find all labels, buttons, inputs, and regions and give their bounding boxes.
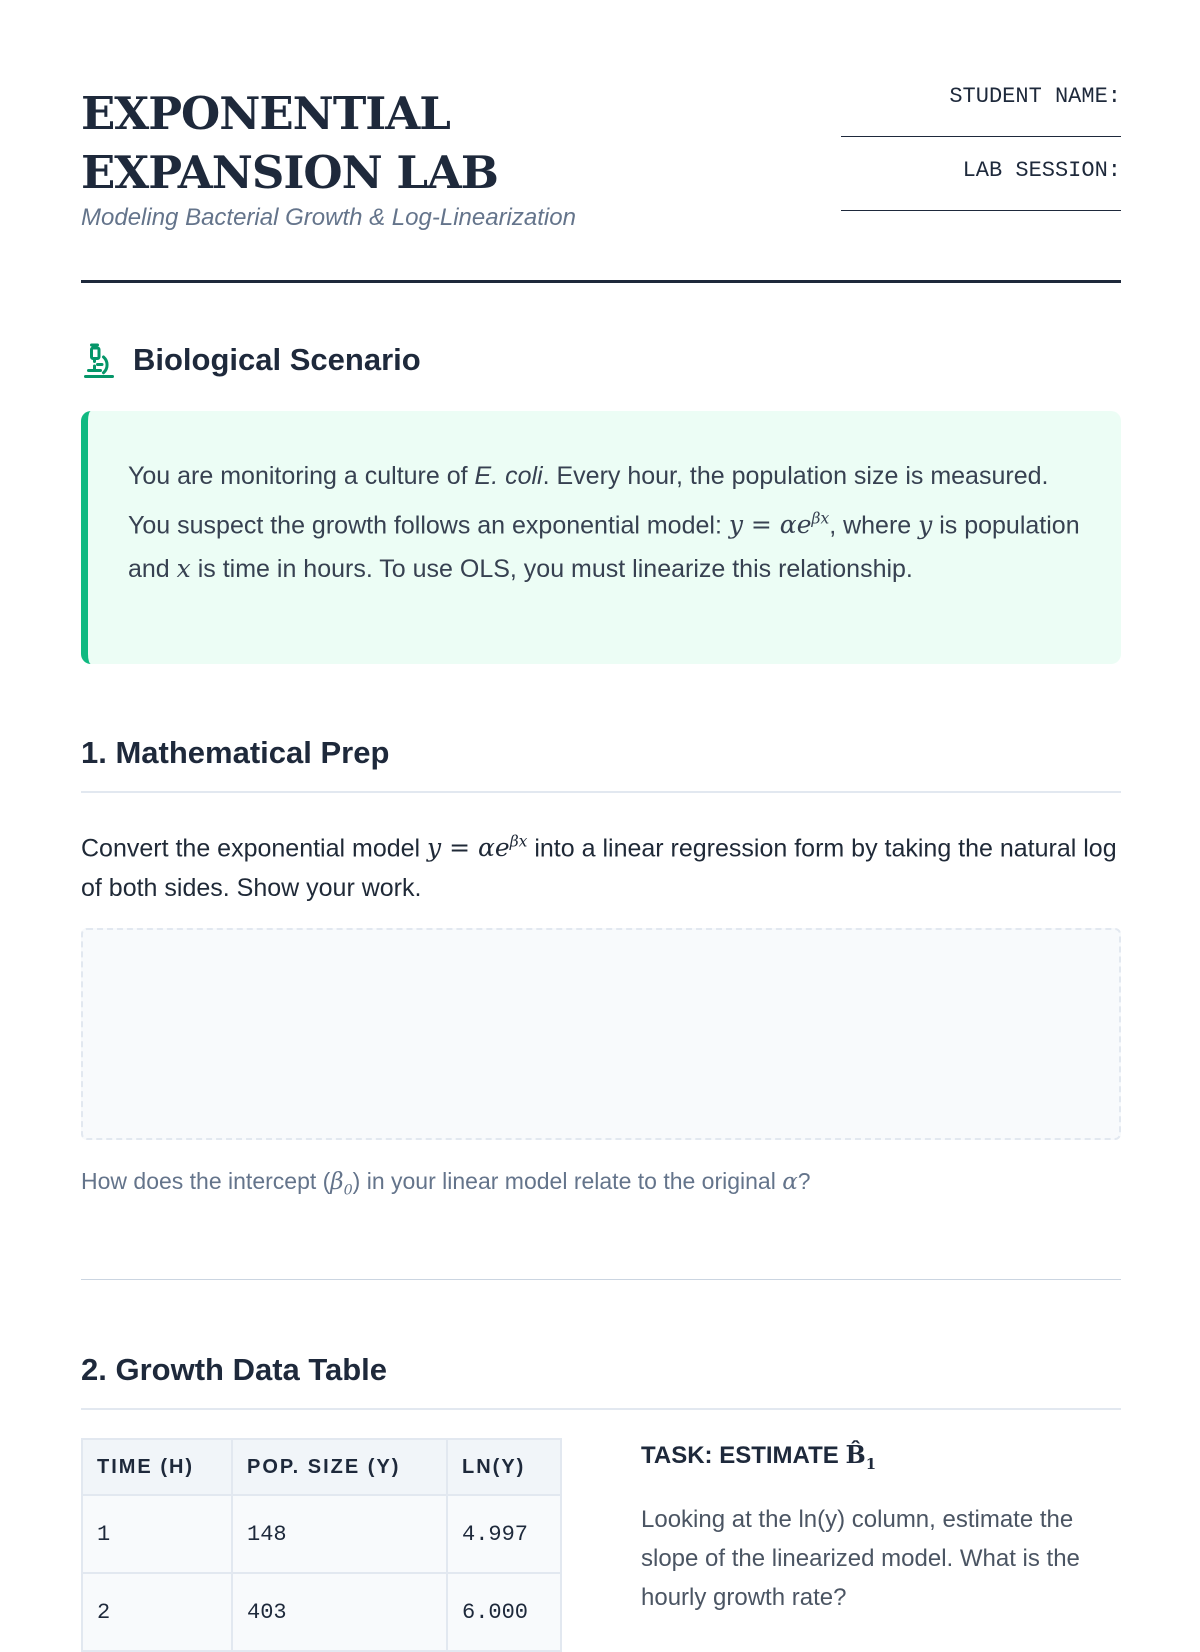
prompt-text-3: ? (797, 1168, 811, 1194)
scenario-text-2: . Every hour, the population size is measured. You suspect the growth follows an exponential model: (128, 462, 1049, 540)
intercept-question (81, 1168, 811, 1199)
cell-pop-size: 403 (232, 1573, 447, 1651)
answer-line[interactable] (81, 1279, 1121, 1280)
header-divider (81, 280, 1121, 283)
student-info (841, 84, 1121, 232)
page-subtitle: Modeling Bacterial Growth & Log-Linearization (81, 204, 576, 231)
prep-model-exponent: βx (509, 833, 528, 851)
scenario-text-5: is time in hours. To use OLS, you must linearize this relationship. (190, 555, 913, 584)
work-answer-area[interactable] (81, 928, 1121, 1140)
student-name-label: STUDENT NAME: (949, 84, 1121, 109)
task-symbol-char: B̂ (845, 1440, 866, 1469)
cell-pop-size: 148 (232, 1495, 447, 1573)
prep-model-formula (427, 833, 527, 862)
section-1-instructions (81, 822, 1121, 908)
table-row (82, 1495, 561, 1573)
microscope-icon (81, 340, 117, 380)
task-description: Looking at the ln(y) column, estimate the slope of the linearized model. What is the hourly growth rate? (641, 1506, 1080, 1611)
task-title (641, 1440, 1111, 1484)
scenario-model-exponent: βx (811, 510, 830, 528)
variable-y: y (918, 510, 933, 540)
cell-ln-y: 4.997 (447, 1495, 561, 1573)
growth-data-table (81, 1438, 562, 1652)
scenario-model-base: y = αe (728, 510, 812, 540)
scenario-model-formula (729, 510, 829, 539)
section-1-divider (81, 791, 1121, 793)
prompt-text-2: ) in your linear model relate to the original (352, 1168, 783, 1194)
page-title (81, 84, 498, 202)
cell-time: 2 (82, 1573, 232, 1651)
scenario-callout (81, 411, 1121, 664)
column-header-time: TIME (H) (82, 1439, 232, 1495)
prep-model-base: y = αe (427, 833, 510, 863)
lab-session-field[interactable] (841, 158, 1121, 232)
cell-ln-y: 6.000 (447, 1573, 561, 1651)
prompt-beta (330, 1169, 353, 1199)
estimate-task (641, 1440, 1111, 1617)
student-name-line (841, 136, 1121, 137)
prompt-text-1: How does the intercept ( (81, 1168, 331, 1194)
scenario-text-3: , where (829, 511, 919, 540)
task-symbol (845, 1440, 877, 1473)
prep-text-1: Convert the exponential model (81, 834, 428, 863)
column-header-ln-y: LN(Y) (447, 1439, 561, 1495)
section-2-divider (81, 1408, 1121, 1410)
organism-name: E. coli (474, 462, 543, 490)
table-row (82, 1573, 561, 1651)
column-header-pop-size: POP. SIZE (Y) (232, 1439, 447, 1495)
title-line-1: EXPONENTIAL (81, 87, 450, 140)
prompt-alpha: α (782, 1169, 798, 1195)
prep-text-2: into a linear regression form by taking the natural log of both sides. Show your work. (81, 834, 1117, 903)
scenario-text-4: is population and (128, 511, 1080, 584)
section-2-title: 2. Growth Data Table (81, 1352, 388, 1387)
task-title-text: TASK: ESTIMATE (641, 1442, 846, 1469)
scenario-text-1: You are monitoring a culture of (128, 462, 475, 490)
variable-x: x (176, 554, 191, 584)
cell-time: 1 (82, 1495, 232, 1573)
scenario-heading (81, 338, 421, 382)
student-name-field[interactable] (841, 84, 1121, 158)
prompt-beta-symbol: β (330, 1169, 344, 1195)
section-1-title: 1. Mathematical Prep (81, 735, 390, 770)
scenario-title: Biological Scenario (133, 342, 421, 377)
title-line-2: EXPANSION LAB (81, 146, 498, 199)
header (81, 84, 1121, 284)
lab-session-label: LAB SESSION: (962, 158, 1121, 183)
lab-session-line (841, 210, 1121, 211)
prompt-beta-subscript: 0 (343, 1182, 353, 1199)
task-symbol-subscript: 1 (865, 1454, 877, 1473)
table-header-row (82, 1439, 561, 1495)
